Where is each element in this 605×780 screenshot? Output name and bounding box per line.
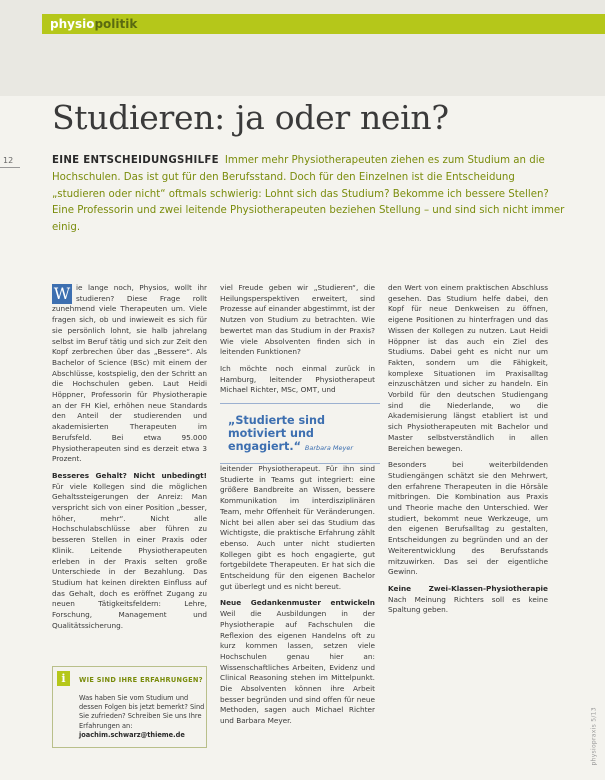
contact-email-link[interactable]: joachim.schwarz@thieme.de <box>79 730 185 739</box>
info-box-title: WIE SIND IHRE ERFAHRUNGEN? <box>79 676 203 684</box>
subheading: Besseres Gehalt? Nicht unbedingt! <box>52 470 207 480</box>
subheading: Neue Gedankenmuster entwickeln <box>220 598 375 608</box>
lead-text: Immer mehr Physiotherapeuten ziehen es zum Studium an die Hochschulen. Das ist gut für den Berufsstand. Doch für den Einzelnen ist die Entscheidung „studieren oder nicht“ oftmals schwierig: Lohnt sich das Studium? Bekomme ich bessere Stellen? Eine Professorin und zwei leitende Physiotherapeuten beziehen Stellung – und sind sich nicht immer einig. <box>52 155 565 234</box>
rubric-label: physiopolitik <box>50 17 138 31</box>
article-column-3 <box>388 283 548 622</box>
article-column-2 <box>220 283 375 402</box>
pull-quote-source: Barbara Meyer <box>304 444 353 452</box>
info-box <box>52 666 207 748</box>
page-title: Studieren: ja oder nein? <box>52 98 449 137</box>
page-number: 12 <box>3 156 14 165</box>
article-paragraph: Besonders bei weiterbildenden Studiengängen schätzt sie den Mehrwert, den erfahrene Therapeuten in die Hörsäle mitbringen. Die Kombination aus Praxis und Theorie mache den Unterschied. Wer studiert, bekommt neue Werkzeuge, um den eigenen Berufsalltag zu gestalten, Entscheidungen zu begründen und an der Weiterentwicklung des Berufsstands mitzuwirken. Das sei der eigentliche Gewinn. <box>388 460 548 577</box>
article-paragraph: leitender Physiotherapeut. Für ihn sind Studierte in Teams gut integriert: eine größere Bandbreite an Wissen, bessere Kommunikation im interdisziplinären Team, mehr Offenheit für Veränderungen. Nicht bei allen aber sei das Studium das Wichtigste, die praktische Erfahrung zählt ebenso. Auch unter nicht studierten Kollegen gibt es hoch engagierte, gut fortgebildete Therapeuten. Er hat sich die Entscheidung für den eigenen Bachelor gut überlegt und es nicht bereut. <box>220 464 375 591</box>
info-icon: i <box>57 671 70 686</box>
issue-label: physiopraxis 5/13 <box>590 707 598 766</box>
pull-quote-text: „Studierte sind motiviert und engagiert.“ Barbara Meyer <box>228 414 353 453</box>
lead-kicker: EINE ENTSCHEIDUNGSHILFE <box>52 155 219 166</box>
article-paragraph: Keine Zwei-Klassen-Physiotherapie Nach Meinung Richters soll es keine Spaltung geben. <box>388 583 548 615</box>
drop-cap: W <box>53 284 71 303</box>
page-number-rule <box>0 167 20 168</box>
lead-paragraph <box>52 153 567 237</box>
article-paragraph: Ich möchte noch einmal zurück in Hamburg, leitender Physiotherapeut Michael Richter, MSc, OMT, und <box>220 363 375 395</box>
article-paragraph: Neue Gedankenmuster entwickeln Weil die Ausbildungen in der Physiotherapie auf Fachschulen die Reflexion des eigenen Handelns oft zu kurz kommen lassen, setzen viele Hochschulen genau hier an: Wissenschaftliches Arbeiten, Evidenz und Clinical Reasoning stehen im Mittelpunkt. Die Absolventen können ihre Arbeit besser begründen und sind offen für neue Methoden, sagen auch Michael Richter und Barbara Meyer. <box>220 598 375 726</box>
info-box-body: Was haben Sie vom Studium und dessen Folgen bis jetzt bemerkt? Sind Sie zufrieden? Schreiben Sie uns Ihre Erfahrungen an: joachim.schwarz@thieme.de <box>79 694 205 739</box>
article-paragraph: W ie lange noch, Physios, wollt ihr studieren? Diese Frage rollt zunehmend viele Therapeuten um. Viele fragen sich, ob und inwieweit es sich für sie persönlich lohnt, sie halb jahrelang selbst im Beruf tätig und sich zur Zeit den Kopf zerbrechen über das „Bessere“. Als Bachelor of Science (BSc) mit einem der Abschlüsse, kostspielig, den der Schritt an die Hochschulen geben. Laut Heidi Höppner, Professorin für Physiotherapie an der FH Kiel, erhöhen neue Standards den Anteil der studierenden und akademisierten Therapeuten im Berufsfeld. Bei etwa 95.000 Physiotherapeuten sind es derzeit etwa 3 Prozent. <box>52 283 207 464</box>
article-paragraph: den Wert von einem praktischen Abschluss gesehen. Das Studium helfe dabei, den Kopf für neue Denkweisen zu öffnen, eigene Positionen zu hinterfragen und das Wissen der Kollegen zu nutzen. Laut Heidi Höppner ist das auch ein Ziel des Studiums. Dabei geht es nicht nur um Fakten, sondern um die Fähigkeit, komplexe Situationen im Praxisalltag einzuschätzen und sicher zu handeln. Ein Vorbild für den deutschen Studiengang sind die Niederlande, wo die Akademisierung längst etabliert ist und sich Physiotherapeuten mit Bachelor und Master selbstverständlich in allen Bereichen bewegen. <box>388 283 548 453</box>
article-paragraph: Besseres Gehalt? Nicht unbedingt! Für viele Kollegen sind die möglichen Gehaltssteigerungen der Anreiz: Man verspricht sich von einer Position „besser, höher, mehr“. Nicht alle Hochschulabschlüsse aber führen zu besseren Stellen in einer Praxis oder Klinik. Leitende Physiotherapeuten erleben in der Praxis selten große Unterschiede in der Bezahlung. Das Studium hat keinen direkten Einfluss auf das Gehalt, doch es eröffnet Zugang zu neuen Tätigkeitsfeldern: Lehre, Forschung, Management und Qualitätssicherung. <box>52 470 207 630</box>
subheading: Keine Zwei-Klassen-Physiotherapie <box>388 583 548 593</box>
article-column-1 <box>52 283 207 638</box>
pull-quote <box>220 403 380 464</box>
article-paragraph: viel Freude geben wir „Studieren“, die Heilungsperspektiven erweitert, sind Prozesse auf einander abgestimmt, ist der Nutzen von Studium zu betrachten. Wie bewertet man das Studium in der Praxis? Wie viele Absolventen finden sich in leitenden Funktionen? <box>220 283 375 357</box>
article-column-2-lower <box>220 464 375 733</box>
